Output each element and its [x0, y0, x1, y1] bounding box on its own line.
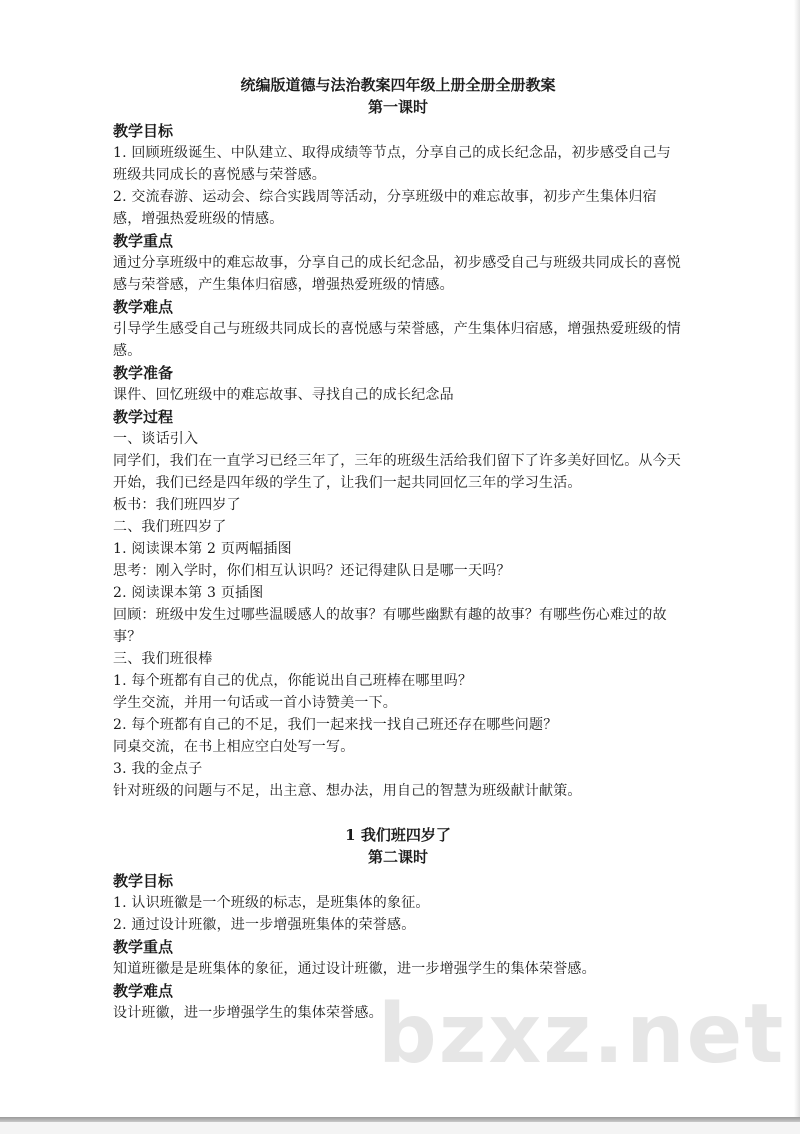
process-line: 2. 阅读课本第 3 页插图	[113, 585, 264, 601]
lesson1-difficulty-heading: 教学难点	[113, 298, 174, 316]
lesson1-objective-2: 2. 交流春游、运动会、综合实践周等活动，分享班级中的难忘故事，初步产生集体归宿感，增强热爱班级的情感。	[113, 189, 657, 227]
process-line: 三、我们班很棒	[113, 651, 213, 667]
process-line: 板书：我们班四岁了	[113, 497, 241, 513]
watermark-text: bzxz.net	[378, 987, 786, 1082]
process-line: 3. 我的金点子	[113, 761, 203, 777]
lesson2-title: 第二课时	[367, 848, 428, 866]
lesson1-objectives-heading: 教学目标	[113, 122, 174, 140]
lesson2-unit-title: 1 我们班四岁了	[345, 826, 451, 844]
process-line: 1. 每个班都有自己的优点，你能说出自己班棒在哪里吗？	[113, 673, 473, 689]
lesson1-prep-text: 课件、回忆班级中的难忘故事、寻找自己的成长纪念品	[113, 387, 454, 403]
process-line: 2. 每个班都有自己的不足，我们一起来找一找自己班还存在哪些问题？	[113, 717, 558, 733]
lesson2-difficulty-heading: 教学难点	[113, 982, 174, 1000]
process-line: 1. 阅读课本第 2 页两幅插图	[113, 541, 292, 557]
process-line: 同桌交流，在书上相应空白处写一写。	[113, 739, 355, 755]
page-edge-shadow	[794, 0, 800, 1117]
process-line: 回顾：班级中发生过哪些温暖感人的故事？有哪些幽默有趣的故事？有哪些伤心难过的故事？	[113, 607, 667, 645]
process-line: 思考：刚入学时，你们相互认识吗？还记得建队日是哪一天吗？	[113, 563, 511, 579]
process-line: 二、我们班四岁了	[113, 519, 227, 535]
lesson1-title: 第一课时	[367, 98, 428, 116]
lesson1-prep-heading: 教学准备	[113, 364, 174, 382]
process-line: 针对班级的问题与不足，出主意、想办法，用自己的智慧为班级献计献策。	[113, 783, 582, 799]
lesson2-key-text: 知道班徽是是班集体的象征，通过设计班徽，进一步增强学生的集体荣誉感。	[113, 961, 596, 977]
lesson1-difficulty-text: 引导学生感受自己与班级共同成长的喜悦感与荣誉感，产生集体归宿感，增强热爱班级的情感。	[113, 321, 681, 359]
document-body	[113, 74, 683, 1024]
process-line: 学生交流，并用一句话或一首小诗赞美一下。	[113, 695, 397, 711]
lesson2-difficulty-text: 设计班徽，进一步增强学生的集体荣誉感。	[113, 1005, 383, 1021]
document-title: 统编版道德与法治教案四年级上册全册全册教案	[240, 76, 556, 94]
lesson2-objective-1: 1. 认识班徽是一个班级的标志，是班集体的象征。	[113, 895, 430, 911]
lesson2-key-heading: 教学重点	[113, 938, 174, 956]
process-line: 一、谈话引入	[113, 431, 199, 447]
page-bottom-margin	[0, 1122, 800, 1134]
lesson1-key-text: 通过分享班级中的难忘故事，分享自己的成长纪念品，初步感受自己与班级共同成长的喜悦感与荣誉感，产生集体归宿感，增强热爱班级的情感。	[113, 255, 681, 293]
lesson1-key-heading: 教学重点	[113, 232, 174, 250]
process-line: 同学们，我们在一直学习已经三年了，三年的班级生活给我们留下了许多美好回忆。从今天开始，我们已经是四年级的学生了，让我们一起共同回忆三年的学习生活。	[113, 453, 681, 491]
lesson2-objective-2: 2. 通过设计班徽，进一步增强班集体的荣誉感。	[113, 917, 416, 933]
lesson2-objectives-heading: 教学目标	[113, 872, 174, 890]
lesson1-objective-1: 1. 回顾班级诞生、中队建立、取得成绩等节点，分享自己的成长纪念品，初步感受自己与班级共同成长的喜悦感与荣誉感。	[113, 145, 672, 183]
lesson1-process-heading: 教学过程	[113, 408, 174, 426]
